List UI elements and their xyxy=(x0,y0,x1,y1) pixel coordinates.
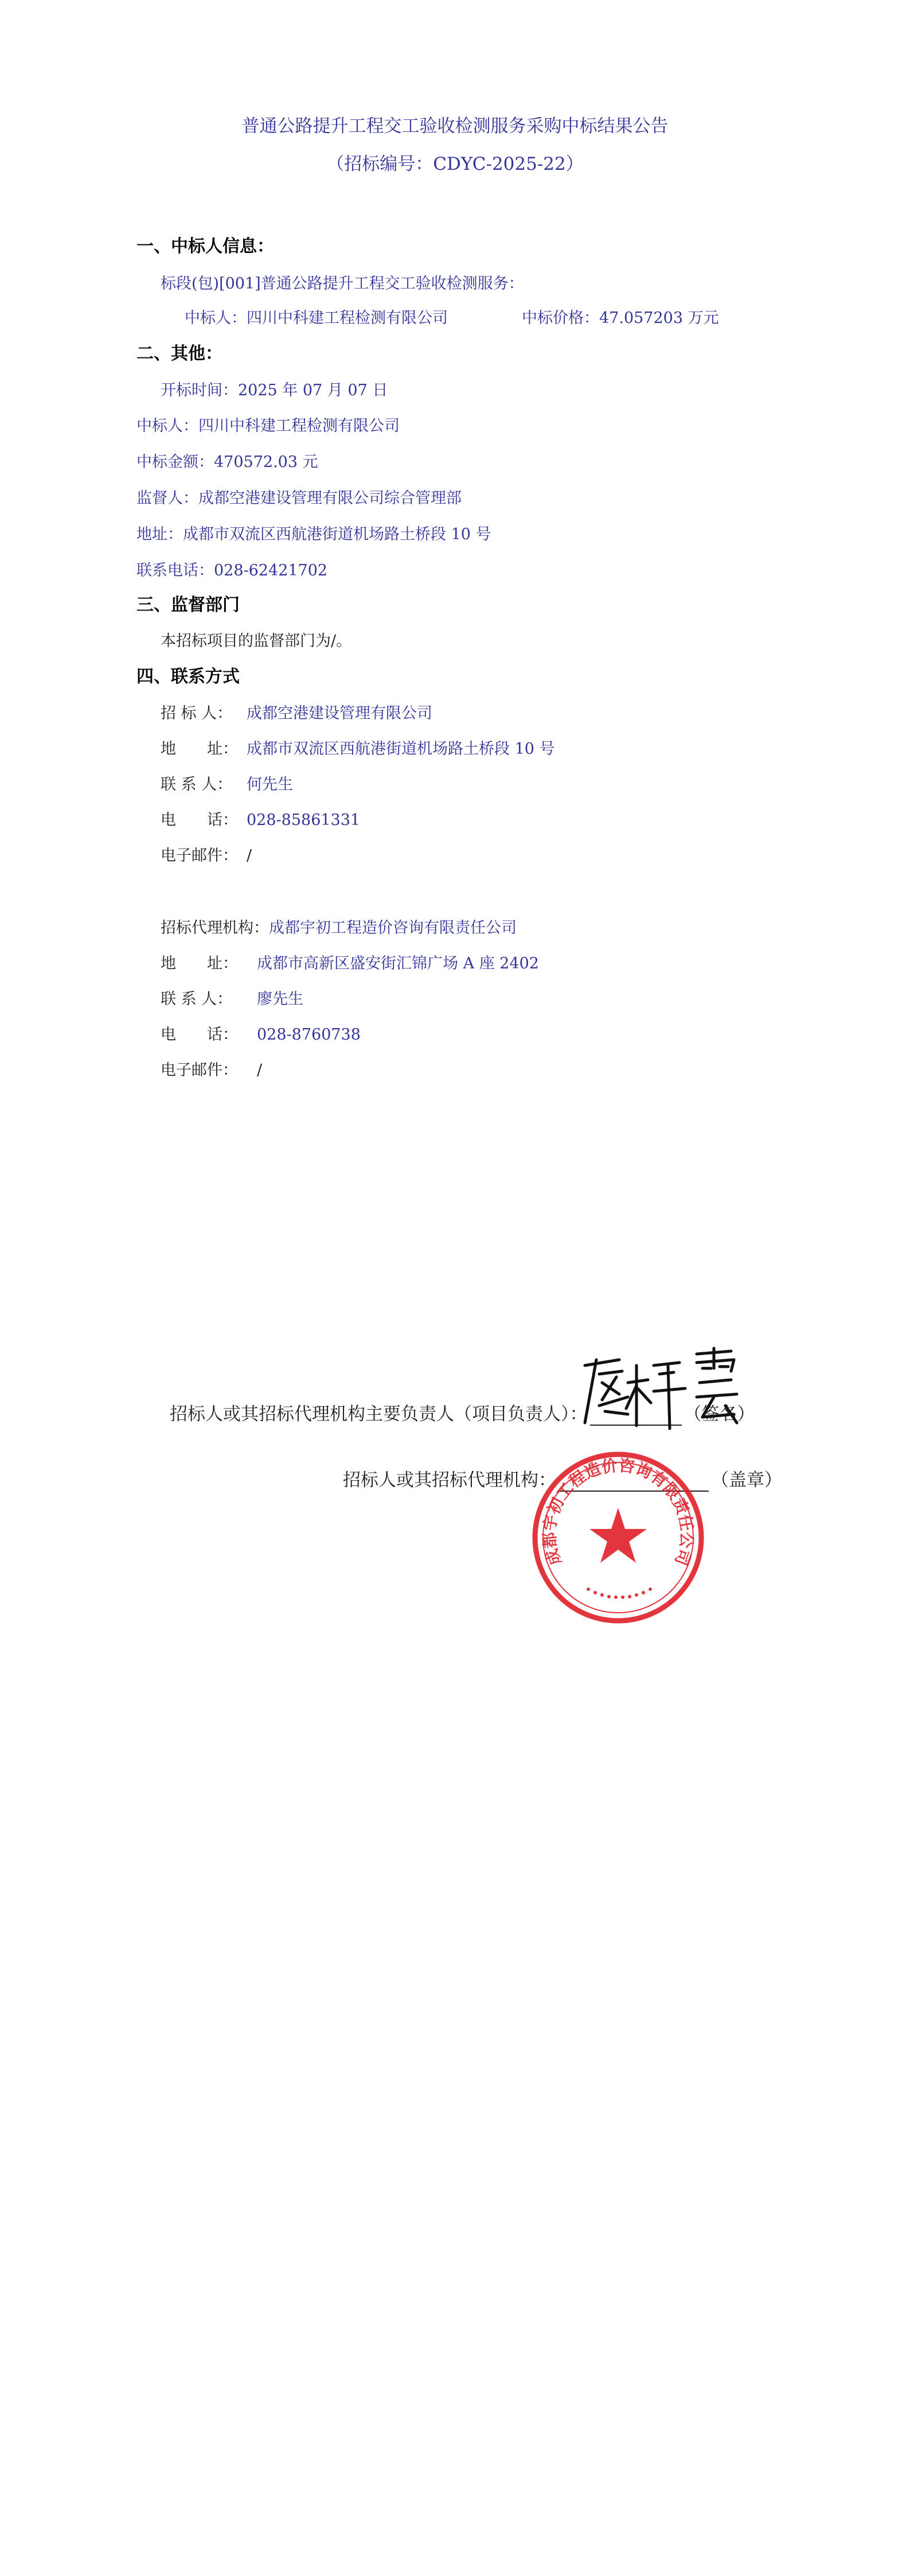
tender-number: （招标编号：CDYC-2025-22） xyxy=(326,154,584,174)
price-line xyxy=(522,308,719,329)
agent-phone-line xyxy=(161,1025,361,1045)
signature-suffix: （签名） xyxy=(684,1404,755,1425)
tenderer-phone-label: 电 话： xyxy=(161,811,238,829)
tenderer-contact-label: 联 系 人： xyxy=(161,776,233,793)
tenderer-name-value: 成都空港建设管理有限公司 xyxy=(247,705,432,722)
tenderer-name-label: 招 标 人： xyxy=(161,705,233,722)
winner-label: 中标人： xyxy=(185,309,247,327)
company-seal xyxy=(526,1446,710,1629)
agent-address-value: 成都市高新区盛安街汇锦广场 A 座 2402 xyxy=(257,955,539,972)
handwritten-signature xyxy=(573,1343,745,1434)
agent-address-line xyxy=(161,954,539,974)
open-time-line xyxy=(161,380,388,401)
seal-text: 成都宇初工程造价咨询有限责任公司 xyxy=(540,1456,697,1568)
agent-address-label: 地 址： xyxy=(161,955,238,972)
signature-label: 招标人或其招标代理机构主要负责人（项目负责人）： xyxy=(170,1404,588,1425)
tenderer-contact-line xyxy=(161,775,293,795)
winner-line xyxy=(185,308,448,329)
tenderer-email-value: / xyxy=(247,847,252,865)
tenderer-contact-value: 何先生 xyxy=(247,776,293,793)
seal-label: 招标人或其招标代理机构： xyxy=(343,1470,556,1491)
agent-email-label: 电子邮件： xyxy=(161,1061,238,1079)
tenderer-address-value: 成都市双流区西航港街道机场路土桥段 10 号 xyxy=(247,740,555,758)
amount-value: 470572.03 元 xyxy=(214,453,318,471)
winner2-value: 四川中科建工程检测有限公司 xyxy=(198,417,400,435)
agent-phone-value: 028-8760738 xyxy=(257,1026,361,1044)
phone-line xyxy=(136,561,327,581)
agent-name-label: 招标代理机构： xyxy=(161,919,269,937)
open-time-label: 开标时间： xyxy=(161,382,238,399)
supervisor-label: 监督人： xyxy=(136,489,198,507)
tenderer-address-label: 地 址： xyxy=(161,740,238,758)
tenderer-email-line xyxy=(161,846,252,866)
agent-contact-value: 廖先生 xyxy=(257,990,303,1008)
phone-value: 028-62421702 xyxy=(214,562,328,579)
section-2-heading: 二、其他： xyxy=(136,344,222,364)
agent-contact-line xyxy=(161,989,303,1010)
section-4-heading: 四、联系方式 xyxy=(136,667,240,687)
winner-value: 四川中科建工程检测有限公司 xyxy=(247,309,448,327)
price-label: 中标价格： xyxy=(522,309,599,327)
section-1-heading: 一、中标人信息： xyxy=(136,236,274,256)
tenderer-phone-line xyxy=(161,810,360,831)
tenderer-email-label: 电子邮件： xyxy=(161,847,238,865)
agent-email-line xyxy=(161,1060,262,1081)
agent-email-value: / xyxy=(257,1061,263,1079)
seal-suffix: （盖章） xyxy=(711,1470,782,1491)
agent-name-value: 成都宇初工程造价咨询有限责任公司 xyxy=(269,919,517,937)
agent-contact-label: 联 系 人： xyxy=(161,990,233,1008)
open-time-value: 2025 年 07 月 07 日 xyxy=(238,382,388,399)
amount-line xyxy=(136,452,318,473)
address-label: 地址： xyxy=(136,526,183,543)
price-value: 47.057203 万元 xyxy=(599,309,719,327)
address-value: 成都市双流区西航港街道机场路土桥段 10 号 xyxy=(183,526,491,543)
seal-star-icon xyxy=(589,1508,647,1563)
supervisor-line xyxy=(136,488,462,509)
address-line xyxy=(136,524,491,545)
supervision-text: 本招标项目的监督部门为/。 xyxy=(161,632,352,650)
lot-line: 标段(包)[001]普通公路提升工程交工验收检测服务： xyxy=(161,275,524,293)
winner2-label: 中标人： xyxy=(136,417,198,435)
tenderer-address-line xyxy=(161,739,555,760)
seal-serial-dots-icon xyxy=(587,1587,652,1599)
winner2-line xyxy=(136,416,400,437)
agent-name-line xyxy=(161,918,517,939)
section-3-heading: 三、监督部门 xyxy=(136,595,240,615)
tenderer-name-line xyxy=(161,703,432,724)
document-title: 普通公路提升工程交工验收检测服务采购中标结果公告 xyxy=(241,116,669,137)
phone-label: 联系电话： xyxy=(136,562,214,579)
amount-label: 中标金额： xyxy=(136,453,214,471)
tenderer-phone-value: 028-85861331 xyxy=(247,811,361,829)
agent-phone-label: 电 话： xyxy=(161,1026,238,1044)
supervisor-value: 成都空港建设管理有限公司综合管理部 xyxy=(198,489,462,507)
